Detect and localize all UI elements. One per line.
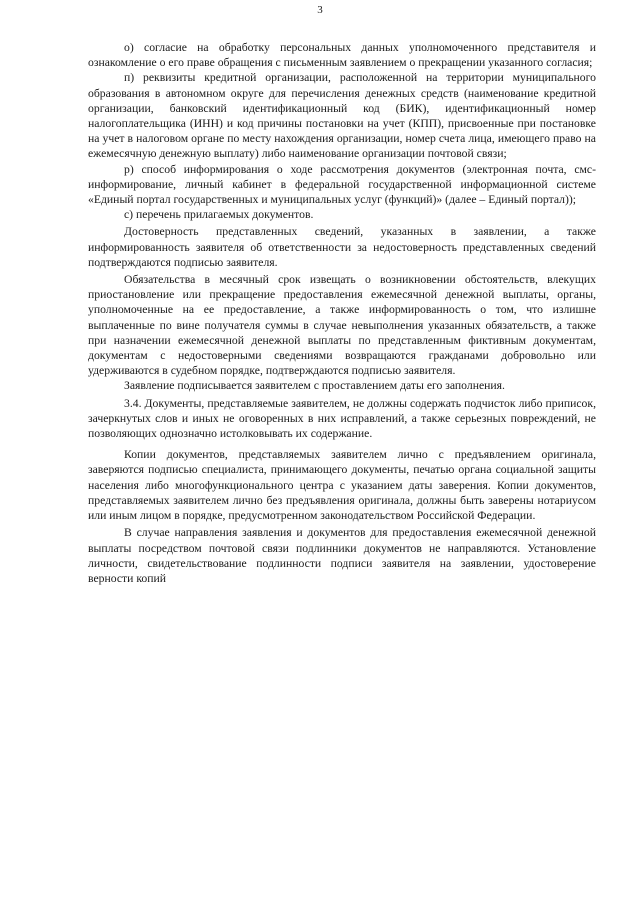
paragraph-copies: Копии документов, представляемых заявителем лично с предъявлением оригинала, заверяются подписью специалиста, принимающего документы, печатью органа социальной защиты населения либо многофункционального центра с указанием даты заверения. Копии документов, представляемых заявителем лично без предъявления оригинала, должны быть заверены нотариусом или иным лицом в порядке, предусмотренном законодательством Российской Федерации.	[88, 448, 596, 523]
paragraph-item-r: р) способ информирования о ходе рассмотрения документов (электронная почта, смс-информирование, личный кабинет в федеральной государственной информационной системе «Единый портал государственных и муниципальных услуг (функций)» (далее – Единый портал));	[88, 162, 596, 207]
paragraph-item-p: п) реквизиты кредитной организации, расположенной на территории муниципального образования в автономном округе для перечисления денежных средств (наименование кредитной организации, банковский идентификационный код (БИК), идентификационный номер налогоплательщика (ИНН) и код причины постановки на учет (КПП), присвоенные при постановке на учет в налоговом органе по месту нахождения организации, номер счета лица, имеющего право на ежемесячную денежную выплату) либо наименование организации почтовой связи;	[88, 71, 596, 161]
paragraph-reliability: Достоверность представленных сведений, указанных в заявлении, а также информированность заявителя об ответственности за недостоверность представленных сведений подтверждаются подписью заявителя.	[88, 225, 596, 269]
paragraph-item-s: с) перечень прилагаемых документов.	[124, 208, 314, 222]
page-number: 3	[317, 4, 323, 16]
paragraph-section-3-4: 3.4. Документы, представляемые заявителем, не должны содержать подчисток либо приписок, зачеркнутых слов и иных не оговоренных в них исправлений, а также серьезных повреждений, не позволяющих однозначно истолковывать их содержание.	[88, 396, 596, 441]
paragraph-postal: В случае направления заявления и документов для предоставления ежемесячной денежной выплаты посредством почтовой связи подлинники документов не направляются. Установление личности, свидетельствование подлинности подписи заявителя на заявлении, удостоверение верности копий	[88, 526, 596, 585]
document-body	[88, 40, 596, 586]
paragraph-item-o: о) согласие на обработку персональных данных уполномоченного представителя и ознакомление о его праве обращения с письменным заявлением о прекращении указанного согласия;	[88, 41, 596, 70]
paragraph-obligations: Обязательства в месячный срок извещать о возникновении обстоятельств, влекущих приостановление или прекращение предоставления ежемесячной денежной выплаты, органы, уполномоченные на ее предоставление, а также информированность о том, что излишне выплаченные по вине получателя суммы в случае невыполнения указанных обязательств, а также при назначении ежемесячной денежной выплаты по представленным фиктивным документам, документам с недостоверными сведениями возвращаются гражданами добровольно или удерживаются в судебном порядке, подтверждаются подписью заявителя.	[88, 273, 596, 378]
paragraph-signature: Заявление подписывается заявителем с проставлением даты его заполнения.	[124, 379, 505, 393]
